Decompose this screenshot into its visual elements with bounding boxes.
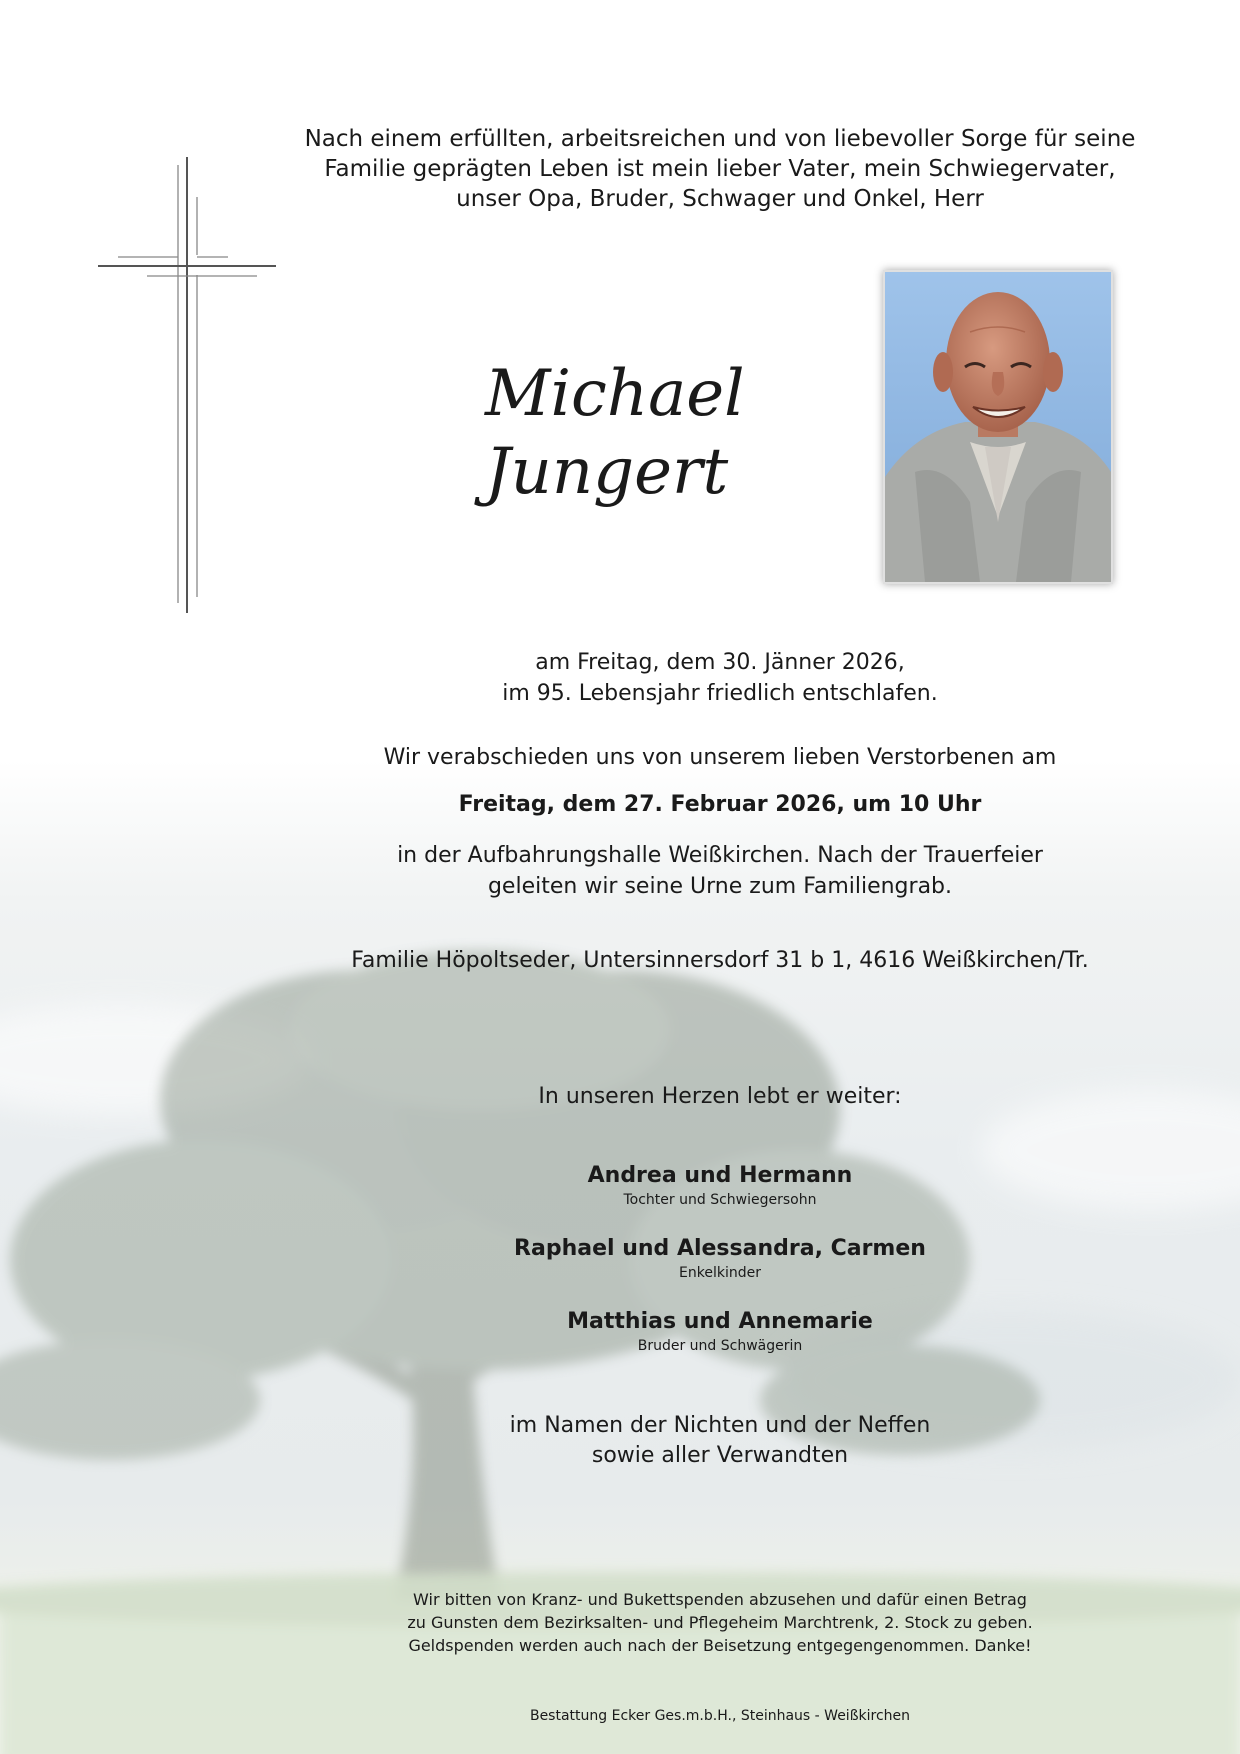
- relatives-line: im Namen der Nichten und der Neffen: [509, 1413, 931, 1438]
- ceremony-place-line: geleiten wir seine Urne zum Familiengrab.: [487, 874, 953, 899]
- deceased-name: [390, 355, 810, 511]
- mourner-name: Raphael und Alessandra, Carmen: [514, 1236, 926, 1261]
- mourner-relation: Bruder und Schwägerin: [637, 1338, 803, 1354]
- intro-line: Familie geprägten Leben ist mein lieber Vater, mein Schwiegervater,: [324, 156, 1116, 182]
- mourner-entry: [420, 1236, 1020, 1281]
- relatives-line: sowie aller Verwandten: [591, 1443, 849, 1468]
- portrait-photo: [883, 270, 1113, 584]
- donation-line: Wir bitten von Kranz- und Bukettspenden abzusehen und dafür einen Betrag: [413, 1590, 1027, 1609]
- relatives-text: [320, 1411, 1120, 1471]
- funeral-home: Bestattung Ecker Ges.m.b.H., Steinhaus - Weißkirchen: [529, 1708, 911, 1724]
- portrait-illustration: [885, 272, 1111, 582]
- hearts-line: In unseren Herzen lebt er weiter:: [538, 1084, 902, 1109]
- death-announcement: [320, 647, 1120, 709]
- mourner-name: Andrea und Hermann: [587, 1163, 853, 1188]
- donation-line: zu Gunsten dem Bezirksalten- und Pflegeheim Marchtrenk, 2. Stock zu geben.: [407, 1613, 1033, 1632]
- last-name: Jungert: [485, 435, 729, 509]
- intro-line: unser Opa, Bruder, Schwager und Onkel, Herr: [456, 186, 984, 212]
- mourner-name: Matthias und Annemarie: [567, 1309, 873, 1334]
- mourner-relation: Enkelkinder: [679, 1265, 761, 1281]
- mourner-entry: [420, 1163, 1020, 1208]
- intro-text: [300, 124, 1140, 214]
- intro-line: Nach einem erfüllten, arbeitsreichen und von liebevoller Sorge für seine: [304, 126, 1136, 152]
- donation-line: Geldspenden werden auch nach der Beisetzung entgegengenommen. Danke!: [408, 1636, 1032, 1655]
- death-line: am Freitag, dem 30. Jänner 2026,: [535, 650, 905, 675]
- family-address: Familie Höpoltseder, Untersinnersdorf 31 b 1, 4616 Weißkirchen/Tr.: [351, 948, 1089, 973]
- farewell-intro: Wir verabschieden uns von unserem lieben Verstorbenen am: [383, 745, 1057, 770]
- ceremony-date: Freitag, dem 27. Februar 2026, um 10 Uhr: [458, 792, 982, 817]
- mourner-relation: Tochter und Schwiegersohn: [623, 1192, 817, 1208]
- mourner-entry: [420, 1309, 1020, 1354]
- first-name: Michael: [485, 357, 745, 431]
- ceremony-place-line: in der Aufbahrungshalle Weißkirchen. Nach der Trauerfeier: [397, 843, 1043, 868]
- donation-note: [320, 1588, 1120, 1657]
- cross-icon: [95, 155, 280, 615]
- ceremony-place: [320, 840, 1120, 902]
- death-line: im 95. Lebensjahr friedlich entschlafen.: [502, 681, 938, 706]
